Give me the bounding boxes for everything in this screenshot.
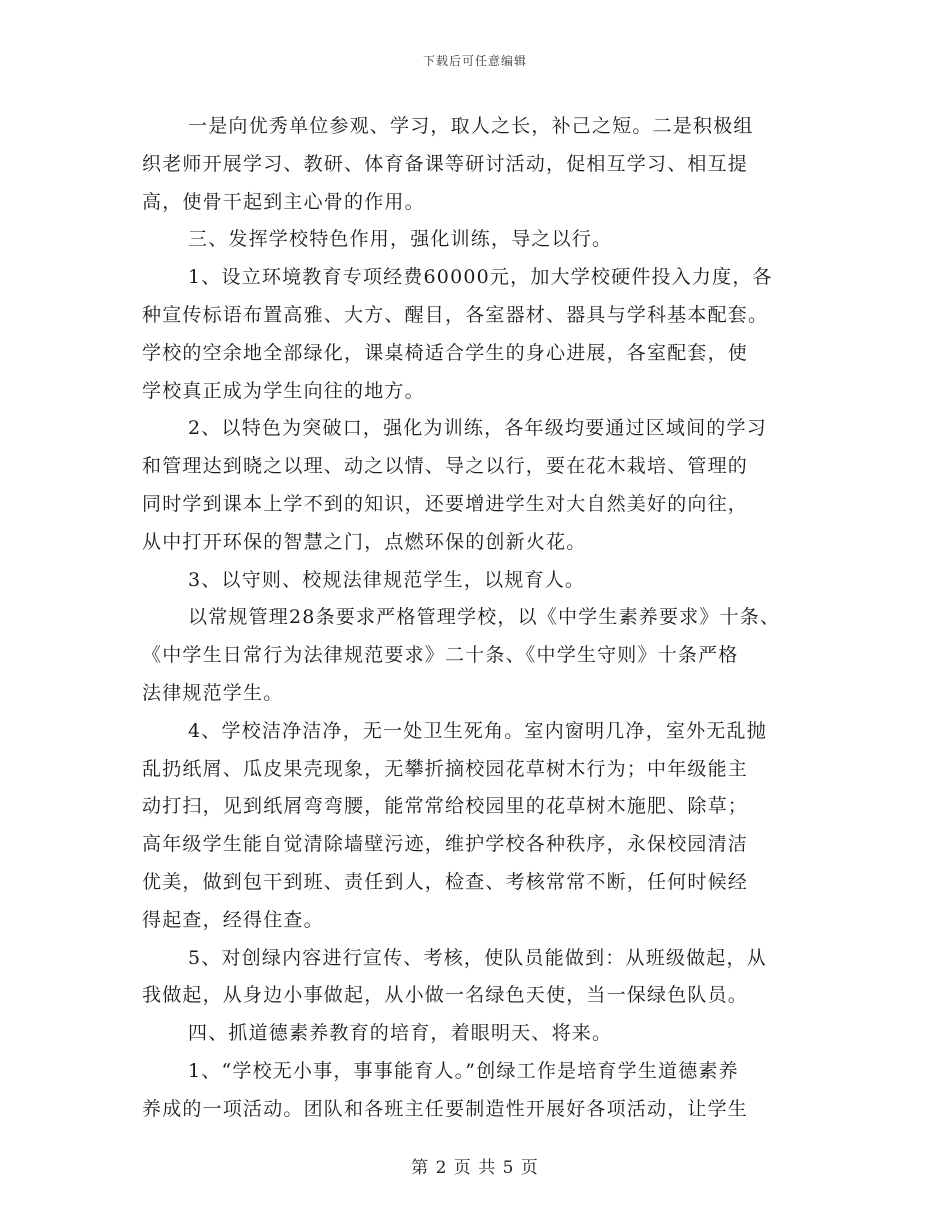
text-line: 以常规管理28条要求严格管理学校，以《中学生素养要求》十条、 [188, 606, 781, 629]
text-line: 一是向优秀单位参观、学习，取人之长，补己之短。二是积极组 [188, 115, 754, 137]
text-line: 养成的一项活动。团队和各班主任要制造性开展好各项活动，让学生 [142, 1097, 749, 1120]
text-line: 种宣传标语布置高雅、大方、醒目，各室器材、器具与学科基本配套。 [142, 303, 769, 326]
text-line: 学校真正成为学生向往的地方。 [142, 379, 425, 402]
text-line: 动打扫，见到纸屑弯弯腰，能常常给校园里的花草树木施肥、除草； [142, 795, 749, 818]
text-line: 乱扔纸屑、瓜皮果壳现象，无攀折摘校园花草树木行为；中年级能主 [142, 757, 749, 780]
text-line: 我做起，从身边小事做起，从小做一名绿色天使，当一保绿色队员。 [142, 984, 749, 1007]
text-line: 同时学到课本上学不到的知识，还要增进学生对大自然美好的向往， [142, 492, 749, 515]
text-line: 从中打开环保的智慧之门，点燃环保的创新火花。 [142, 530, 587, 553]
text-line: 1、设立环境教育专项经费60000元，加大学校硬件投入力度，各 [188, 266, 773, 289]
text-line: 四、抓道德素养教育的培育，着眼明天、将来。 [188, 1022, 613, 1045]
text-line: 《中学生日常行为法律规范要求》二十条、《中学生守则》十条严格 [142, 644, 739, 667]
text-line: 3、以守则、校规法律规范学生，以规育人。 [188, 568, 586, 591]
text-line: 高年级学生能自觉清除墙壁污迹，维护学校各种秩序，永保校园清洁 [142, 833, 749, 856]
text-line: 2、以特色为突破口，强化为训练，各年级均要通过区域间的学习 [188, 417, 767, 440]
text-line: 和管理达到晓之以理、动之以情、导之以行，要在花木栽培、管理的 [142, 455, 749, 478]
page-number: 第 2 页 共 5 页 [411, 1158, 539, 1178]
page-header: 下载后可任意编辑 [422, 54, 527, 68]
text-line: 高，使骨干起到主心骨的作用。 [142, 190, 425, 213]
text-line: 织老师开展学习、教研、体育备课等研讨活动，促相互学习、相互提 [142, 152, 749, 175]
text-line: 得起查，经得住查。 [142, 908, 324, 931]
text-line: 三、发挥学校特色作用，强化训练，导之以行。 [188, 228, 613, 251]
text-line: 优美，做到包干到班、责任到人，检查、考核常常不断，任何时候经 [142, 870, 749, 893]
text-line: 5、对创绿内容进行宣传、考核，使队员能做到：从班级做起，从 [188, 946, 767, 969]
text-line: 1、“学校无小事，事事能育人。”创绿工作是培育学生道德素养 [188, 1059, 739, 1082]
text-line: 法律规范学生。 [142, 681, 284, 704]
document-body [142, 108, 822, 1129]
text-line: 学校的空余地全部绿化，课桌椅适合学生的身心进展，各室配套，使 [142, 341, 749, 364]
text-line: 4、学校洁净洁净，无一处卫生死角。室内窗明几净，室外无乱抛 [188, 719, 767, 742]
